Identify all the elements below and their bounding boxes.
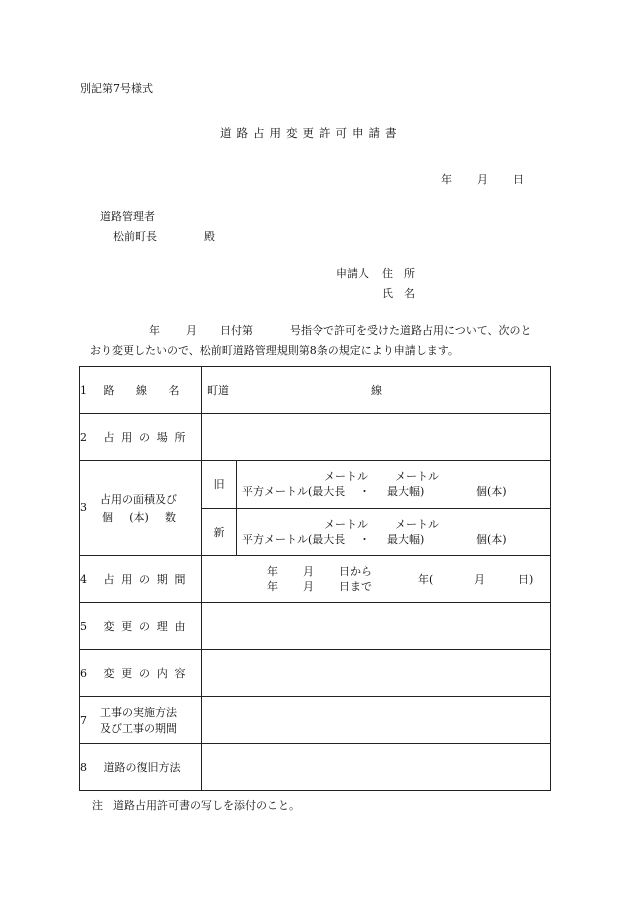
until-year: 年	[267, 580, 278, 593]
label-char: の	[139, 573, 150, 586]
change-reason-field[interactable]	[202, 603, 551, 650]
label-text: 道路の復旧方法	[103, 761, 181, 774]
note-text: 道路占用許可書の写しを添付のこと。	[113, 799, 300, 812]
note-prefix: 注	[92, 799, 103, 812]
addressee-line1: 道路管理者	[100, 210, 155, 223]
label-char: 理	[156, 620, 168, 633]
table-row	[80, 414, 551, 461]
date-year: 年	[441, 173, 452, 186]
label-area-count	[80, 461, 202, 556]
from-month: 月	[303, 565, 314, 578]
label-char: 占	[103, 431, 115, 444]
form-number: 別記第7号様式	[80, 82, 153, 95]
table-row	[80, 697, 551, 744]
label-line2	[102, 512, 176, 523]
max-width-unit: 最大幅)	[387, 485, 425, 499]
label-change-content	[80, 650, 202, 697]
old-area-field[interactable]	[237, 461, 551, 509]
label-occupancy-period	[80, 556, 202, 603]
row-number: 7	[80, 714, 87, 727]
table-row	[80, 603, 551, 650]
meter-unit: メートル	[395, 470, 439, 484]
label-occupancy-place	[80, 414, 202, 461]
until-day: 日まで	[339, 580, 372, 593]
label-char: の	[139, 667, 150, 680]
town-road-text: 町道	[207, 384, 229, 397]
label-line1: 占用の面積及び	[100, 493, 177, 506]
label-construction	[80, 697, 202, 744]
label-route-name	[80, 367, 202, 414]
label-char: 用	[121, 431, 133, 444]
table-row	[80, 461, 551, 509]
duration-day: 日)	[518, 573, 534, 586]
page-title: 道路占用変更許可申請書	[220, 126, 402, 140]
label-line1: 工事の実施方法	[100, 706, 177, 719]
meter-unit: メートル	[324, 517, 368, 531]
table-row	[80, 650, 551, 697]
label-char: の	[139, 620, 150, 633]
row-number: 4	[80, 573, 87, 586]
label-char: 期	[156, 573, 168, 586]
max-width-unit: 最大幅)	[387, 532, 425, 546]
until-month: 月	[303, 580, 314, 593]
intro-rest: 号指令で許可を受けた道路占用について、次のと	[290, 324, 532, 337]
road-restoration-field[interactable]	[202, 744, 551, 791]
old-label: 旧	[202, 461, 237, 509]
construction-field[interactable]	[202, 697, 551, 744]
intro-month: 月	[186, 324, 197, 337]
addressee-honorific: 殿	[204, 230, 215, 243]
change-content-field[interactable]	[202, 650, 551, 697]
sqm-unit: 平方メートル(最大長	[242, 532, 346, 546]
row-number: 6	[80, 667, 87, 680]
row-number: 3	[80, 501, 87, 514]
label-char: 変	[103, 620, 115, 633]
label-char: 所	[174, 431, 186, 444]
label-change-reason	[80, 603, 202, 650]
label-char: 由	[174, 620, 186, 633]
occupancy-place-field[interactable]	[202, 414, 551, 461]
count-unit: 個(本)	[476, 485, 507, 499]
row-number: 8	[80, 761, 87, 774]
intro-date: 日付第	[220, 324, 253, 337]
occupancy-period-field[interactable]	[202, 556, 551, 603]
table-row	[80, 744, 551, 791]
date-day: 日	[513, 173, 524, 186]
line-suffix: 線	[371, 384, 382, 397]
intro-line2: おり変更したいので、松前町道路管理規則第8条の規定により申請します。	[90, 344, 459, 357]
count-unit: 個(本)	[476, 532, 507, 546]
row-number: 5	[80, 620, 87, 633]
label-char: (本)	[129, 511, 149, 524]
new-label: 新	[202, 508, 237, 556]
applicant-address: 住 所	[382, 267, 415, 280]
sqm-unit: 平方メートル(最大長	[242, 485, 346, 499]
label-char: 路	[103, 384, 115, 397]
date-month: 月	[477, 173, 488, 186]
label-char: 容	[174, 667, 186, 680]
label-char: 更	[121, 620, 133, 633]
label-char: 場	[156, 431, 168, 444]
label-char: 間	[174, 573, 186, 586]
row-number: 2	[80, 431, 87, 444]
label-char: の	[139, 431, 150, 444]
label-char: 用	[121, 573, 133, 586]
label-char: 更	[121, 667, 133, 680]
route-name-field[interactable]	[202, 367, 551, 414]
label-char: 個	[102, 511, 113, 524]
row-number: 1	[80, 384, 87, 397]
meter-unit: メートル	[395, 517, 439, 531]
applicant-label: 申請人	[336, 267, 369, 280]
duration-month: 月	[474, 573, 485, 586]
table-row	[80, 367, 551, 414]
application-table	[79, 366, 551, 791]
intro-year: 年	[149, 324, 160, 337]
separator-dot: ・	[359, 532, 370, 546]
label-line2: 及び工事の期間	[100, 722, 177, 735]
label-char: 変	[103, 667, 115, 680]
label-road-restoration	[80, 744, 202, 791]
label-char: 内	[156, 667, 168, 680]
duration-year: 年(	[418, 573, 434, 586]
label-char: 線	[136, 384, 147, 397]
table-row	[80, 556, 551, 603]
applicant-name: 氏 名	[382, 287, 415, 300]
from-day: 日から	[339, 565, 372, 578]
meter-unit: メートル	[324, 470, 368, 484]
label-char: 占	[103, 573, 115, 586]
from-year: 年	[267, 565, 278, 578]
addressee-line2: 松前町長	[113, 230, 157, 243]
label-char: 数	[165, 511, 176, 524]
separator-dot: ・	[359, 485, 370, 499]
new-area-field[interactable]	[237, 508, 551, 556]
label-char: 名	[168, 384, 180, 397]
